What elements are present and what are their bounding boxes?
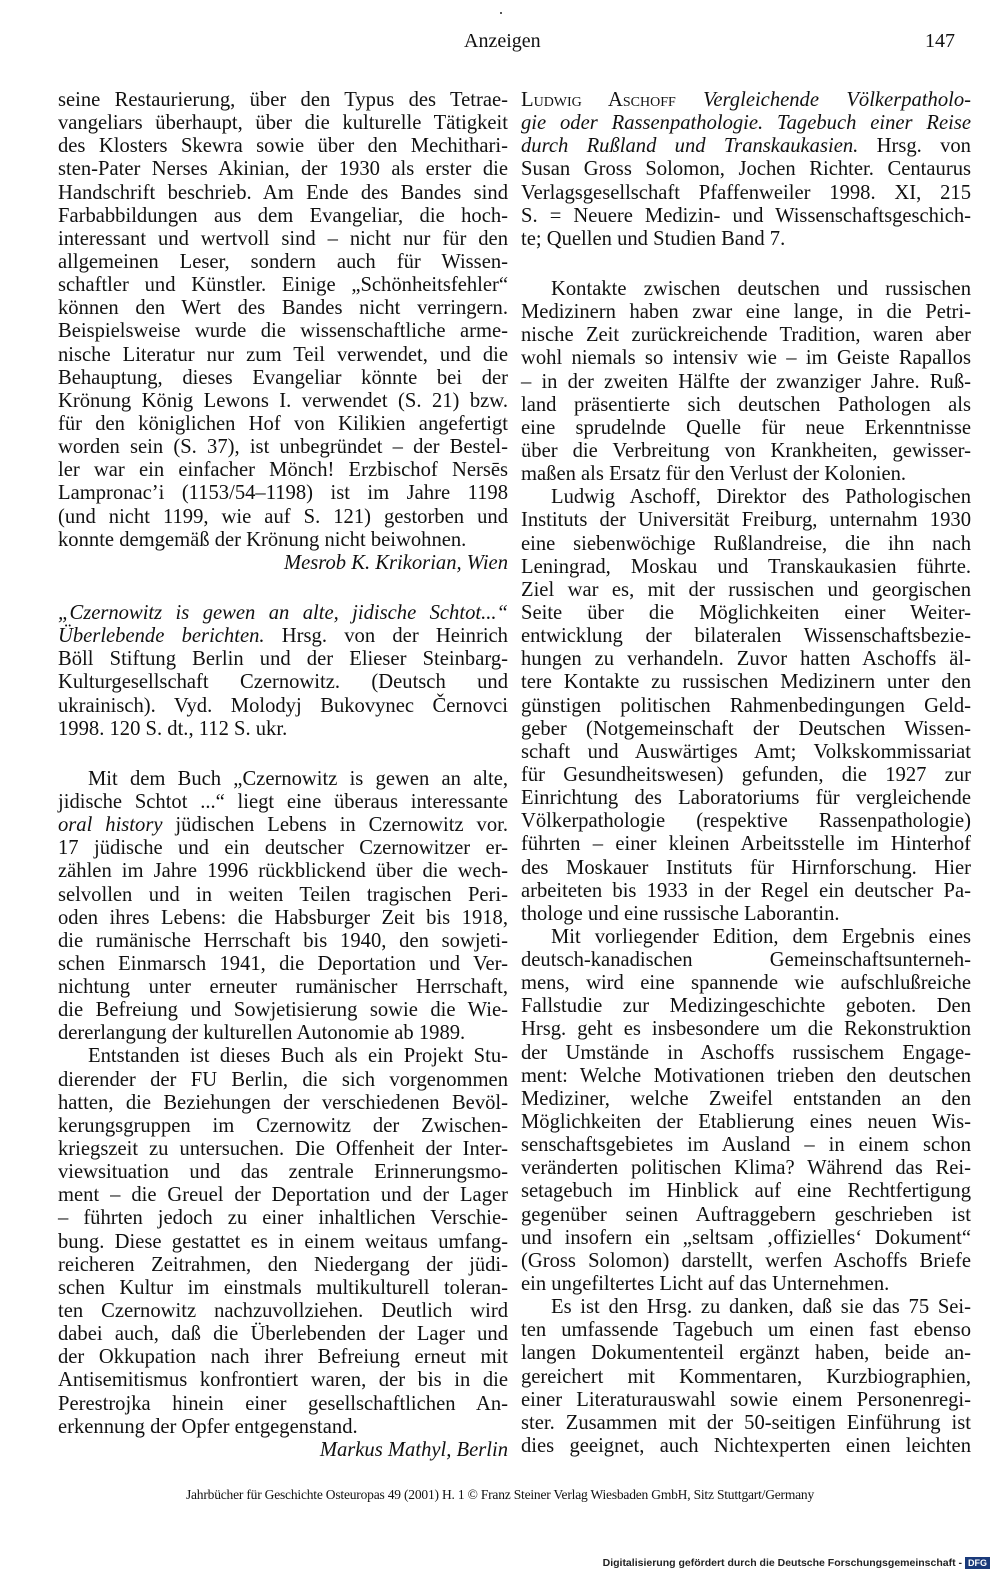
text-line: Instituts der Universität Freiburg, unternahm 1930 [521, 509, 971, 532]
review2-citation: „Czernowitz is gewen an alte, jidische Schtot...“ Überlebende berichten. Hrsg. von der Heinrich Böll Stiftung Berlin und der Elieser Steinbarg- Kulturgesellschaft Czernowitz. (Deutsch und ukrainisch). Vyd. Molodyj Bukovynec Černovci 1998. 120 S. dt., 112 S. ukr. [58, 601, 508, 740]
text-line: reicheren Zeitrahmen, den Niedergang der jüdi- [58, 1253, 508, 1276]
text-line: bung. Diese gestattet es in einem weitaus umfang- [58, 1230, 508, 1253]
text-line: der Okkupation nach ihrer Befreiung erneut mit [58, 1346, 508, 1369]
text-line: dierender der FU Berlin, die sich vorgenommen [58, 1068, 508, 1091]
text-line: te; Quellen und Studien Band 7. [521, 227, 786, 250]
text-line: oden ihres Lebens: die Habsburger Zeit bis 1918, [58, 906, 508, 929]
review3-paragraph-2 [521, 486, 971, 926]
text-line: schen Kultur im einstmals multikulturell toleran- [58, 1276, 508, 1299]
text-line: Antisemitismus konfrontiert waren, der bis in die [58, 1369, 508, 1392]
text-line: langen Dokumententeil ergänzt haben, beide an- [521, 1342, 971, 1365]
text-line: Handschrift beschrieb. Am Ende des Bandes sind [58, 181, 508, 204]
right-column [521, 89, 971, 1458]
text-line: einer Literaturauswahl sowie einem Personenregi- [521, 1388, 971, 1411]
text-line: Mediziner, welche Zweifel entstanden an den [521, 1087, 971, 1110]
text-line: (und nicht 1199, wie auf S. 121) gestorben und [58, 505, 508, 528]
text-line: Perestrojka hinein einer gesellschaftlichen An- [58, 1392, 508, 1415]
text-line: Entstanden ist dieses Buch als ein Projekt Stu- [88, 1045, 508, 1068]
text-line: dies geeignet, auch Nichtexperten einen leichten [521, 1435, 971, 1458]
text-line: seine Restaurierung, über den Typus des Tetrae- [58, 89, 508, 111]
review3-author: Ludwig Aschoff [521, 89, 676, 111]
text-line: ten Czernowitz nachzuvollziehen. Deutlich wird [58, 1300, 508, 1323]
text-line: Lampronac’i (1153/54–1198) ist im Jahre 1198 [58, 482, 508, 505]
text-line: zählen im Jahre 1996 rückblickend über die wech- [58, 860, 508, 883]
text-line: nische Literatur nur zum Teil verwendet, und die [58, 343, 508, 366]
text-line: veränderten politischen Klima? Während das Rei- [521, 1157, 971, 1180]
text-line: ment – die Greuel der Deportation und der Lager [58, 1184, 508, 1207]
text-line: ment: Welche Motivationen trieben den deutschen [521, 1064, 971, 1087]
text-line: Möglichkeiten der Etablierung eines neuen Wis- [521, 1111, 971, 1134]
text-line: günstigen politischen Rahmenbedingungen Geld- [521, 694, 971, 717]
text-line: – führten jedoch zu einer inhaltlichen Verschie- [58, 1207, 508, 1230]
review3-paragraph-4 [521, 1296, 971, 1458]
journal-footer: Jahrbücher für Geschichte Osteuropas 49 (2001) H. 1 © Franz Steiner Verlag Wiesbaden GmbH, Sitz Stuttgart/Germany [185, 1487, 815, 1502]
text-line: kriegszeit zu untersuchen. Die Offenheit der Inter- [58, 1138, 508, 1161]
text-line: 1998. 120 S. dt., 112 S. ukr. [58, 717, 288, 740]
text-line: Kontakte zwischen deutschen und russischen [551, 277, 971, 300]
text-line: selvollen und in weiten Teilen tragischen Peri- [58, 883, 508, 906]
text-line: eine siebenwöchige Rußlandreise, die ihn nach [521, 532, 971, 555]
review2-title: „Czernowitz is gewen an alte, jidische Schtot...“ [58, 601, 508, 624]
text-line: Seite über die Möglichkeiten einer Weiter- [521, 601, 971, 624]
text-line: 17 jüdische und ein deutscher Czernowitzer er- [58, 837, 508, 860]
text-line: land präsentierte sich deutschen Pathologen als [521, 393, 971, 416]
text-line: mens, wird eine spannende wie aufschlußreiche [521, 972, 971, 995]
review2-body-paragraph-1: Mit dem Buch „Czernowitz is gewen an alte, jidische Schtot ...“ liegt eine überaus interessante oral history jüdischen Lebens in Czernowitz vor. 17 jüdische und ein deutscher Czernowitzer er- zählen im Jahre 1996 rückblickend über die wech- selvollen und in weiten Teilen tragischen Peri- oden ihres Lebens: die Habsburger Zeit bis 1918, die rumänische Herrschaft bis 1940, den sowjeti- schen Einmarsch 1941, die Deportation und Ver- nichtung unter erneuter rumänischer Herrschaft, die Befreiung und Sowjetisierung sowie die Wie- dererlangung der kulturellen Autonomie ab 1989. [58, 767, 508, 1045]
text-line: Einrichtung des Laboratoriums für vergleichende [521, 787, 971, 810]
text-line: Völkerpathologie (respektive Rassenpathologie) [521, 810, 971, 833]
text-line: Fallstudie zur Medizingeschichte geboten. Den [521, 995, 971, 1018]
text-line: dererlangung der kulturellen Autonomie ab 1989. [58, 1022, 466, 1045]
text-line: entwicklung der bilateralen Wissenschaftsbezie- [521, 625, 971, 648]
text-line: interessant und wertvoll sind – nicht nur für den [58, 227, 508, 250]
text-line: arbeiteten bis 1933 in der Regel ein deutscher Pa- [521, 879, 971, 902]
text-line: Farbabbildungen aus dem Evangeliar, die hoch- [58, 204, 508, 227]
text-line: Behauptung, dieses Evangeliar könnte bei der [58, 366, 508, 389]
text-line: können den Wert des Bandes nicht verringern. [58, 297, 508, 320]
text-line: ler war ein einfacher Mönch! Erzbischof Nersēs [58, 459, 508, 482]
text-line: hungen zu verhandeln. Zuvor hatten Aschoffs äl- [521, 648, 971, 671]
text-line: führten – einer kleinen Arbeitsstelle im Hinterhof [521, 833, 971, 856]
text-line: erkennung der Opfer entgegenstand. [58, 1415, 358, 1438]
text-line: gereichert mit Kommentaren, Kurzbiographien, [521, 1365, 971, 1388]
text-line: ukrainisch). Vyd. Molodyj Bukovynec Černovci [58, 694, 508, 717]
text-line: Ziel war es, mit der russischen und georgischen [521, 578, 971, 601]
text-line: thologe und eine russische Laborantin. [521, 902, 840, 925]
text-line: konnte demgemäß der Krönung nicht beiwohnen. [58, 528, 467, 551]
left-column [58, 89, 508, 1462]
text-line: ein ungefiltertes Licht auf das Unternehmen. [521, 1273, 890, 1296]
text-line: dabei auch, daß die Überlebenden der Lager und [58, 1323, 508, 1346]
text-line: Kulturgesellschaft Czernowitz. (Deutsch und [58, 671, 508, 694]
review3-citation: Ludwig Aschoff Vergleichende Völkerpatholo- gie oder Rassenpathologie. Tagebuch einer Reise durch Rußland und Transkaukasien. Hrsg. von Susan Gross Solomon, Jochen Richter. Centaurus Verlagsgesellschaft Pfaffenweiler 1998. XI, 215 S. = Neuere Medizin- und Wissenschaftsgeschich- te; Quellen und Studien Band 7. [521, 89, 972, 250]
review2-body-paragraph-2 [58, 1045, 508, 1438]
text-line: ten umfassende Tagebuch um einen fast ebenso [521, 1319, 971, 1342]
text-line: – in der zweiten Hälfte der zwanziger Jahre. Ruß- [521, 370, 971, 393]
text-line: setagebuch im Hinblick auf eine Rechtfertigung [521, 1180, 971, 1203]
text-line: schen Einmarsch 1941, die Deportation und Ver- [58, 952, 508, 975]
review3-paragraph-1 [521, 278, 971, 486]
text-line: eine sprudelnde Quelle für neue Erkenntnisse [521, 416, 971, 439]
review3-paragraph-3 [521, 926, 971, 1296]
text-line: über die Verbreitung von Krankheiten, gewisser- [521, 439, 971, 462]
text-line: ster. Zusammen mit der 50-seitigen Einführung ist [521, 1411, 971, 1434]
text-line: Mit vorliegender Edition, dem Ergebnis eines [551, 925, 971, 948]
text-line: Hrsg. geht es insbesondere um die Rekonstruktion [521, 1018, 971, 1041]
text-line: senschaftsgebietes im Ausland – in einem schon [521, 1134, 971, 1157]
text-line: für Gesundheitswesen) gefunden, die 1927 zur [521, 763, 971, 786]
text-line: für den königlichen Hof von Kilikien angefertigt [58, 412, 508, 435]
text-line: des Klosters Skewra sowie über den Mechithari- [58, 135, 508, 158]
running-header: Anzeigen [464, 30, 541, 52]
text-line: sten-Pater Nerses Akinian, der 1930 als erster die [58, 158, 508, 181]
text-line: Susan Gross Solomon, Jochen Richter. Centaurus [521, 158, 971, 181]
text-line: Ludwig Aschoff, Direktor des Pathologischen [551, 486, 971, 509]
text-line: und insofern ein „seltsam ‚offizielles‘ Dokument“ [521, 1226, 971, 1249]
digitization-note [603, 1557, 990, 1569]
text-line: schaft und Auswärtiges Amt; Volkskommissariat [521, 740, 971, 763]
digitization-text: Digitalisierung gefördert durch die Deutsche Forschungsgemeinschaft - [602, 1557, 962, 1569]
text-line: des Moskauer Instituts für Hirnforschung. Hier [521, 856, 971, 879]
text-line: nische Zeit zurückreichende Tradition, waren aber [521, 324, 971, 347]
text-line: die rumänische Herrschaft bis 1940, den sowjeti- [58, 929, 508, 952]
text-line: geber (Notgemeinschaft der Deutschen Wissen- [521, 717, 971, 740]
review1-signature: Mesrob K. Krikorian, Wien [283, 551, 508, 574]
text-line: (Gross Solomon) darstellt, werfen Aschoffs Briefe [521, 1249, 971, 1272]
text-line: tere Kontakte zu russischen Medizinern unter den [521, 671, 971, 694]
text-line: vangeliars überhaupt, über die kulturelle Tätigkeit [58, 112, 508, 135]
text-line: kerungsgruppen im Czernowitz der Zwischen- [58, 1114, 508, 1137]
text-line: worden sein (S. 37), ist unbegründet – der Bestel- [58, 436, 508, 459]
text-line: schaftler und Künstler. Einige „Schönheitsfehler“ [58, 274, 508, 297]
text-line: Böll Stiftung Berlin und der Elieser Steinbarg- [58, 648, 508, 671]
dfg-logo-icon: DFG [965, 1557, 990, 1569]
text-line: Es ist den Hrsg. zu danken, daß sie das 75 Sei- [551, 1296, 971, 1319]
review2-subtitle: Überlebende berichten. [58, 625, 265, 648]
text-line: Krönung König Lewons I. verwendet (S. 21) bzw. [58, 389, 508, 412]
text-line: der Umstände in Aschoffs russischem Engage- [521, 1041, 971, 1064]
text-line: hatten, die Beziehungen der verschiedenen Bevöl- [58, 1091, 508, 1114]
review2-signature: Markus Mathyl, Berlin [319, 1438, 508, 1461]
review1-continued-text [58, 89, 508, 552]
text-line: Leningrad, Moskau und Transkaukasien führte. [521, 555, 971, 578]
text-line: gegenüber seinen Auftraggebern geschrieben ist [521, 1203, 971, 1226]
text-line: maßen als Ersatz für den Verlust der Kolonien. [521, 463, 907, 486]
scan-speck [500, 12, 502, 14]
text-line: wohl niemals so intensiv wie – im Geiste Rapallos [521, 347, 971, 370]
text-line: deutsch-kanadischen Gemeinschaftsunterneh- [521, 949, 971, 972]
text-line: allgemeinen Leser, sondern auch für Wissen- [58, 250, 508, 273]
text-line: Medizinern haben zwar eine lange, in die Petri- [521, 301, 971, 324]
page-number: 147 [925, 30, 955, 52]
text-line: die Befreiung und Sowjetisierung sowie die Wie- [58, 999, 508, 1022]
text-line: nichtung unter erneuter rumänischer Herrschaft, [58, 976, 508, 999]
text-line: Verlagsgesellschaft Pfaffenweiler 1998. XI, 215 [521, 181, 971, 204]
text-line: Beispielsweise wurde die wissenschaftliche arme- [58, 320, 508, 343]
text-line: S. = Neuere Medizin- und Wissenschaftsgeschich- [521, 204, 971, 227]
text-line: viewsituation und das zentrale Erinnerungsmo- [58, 1161, 508, 1184]
